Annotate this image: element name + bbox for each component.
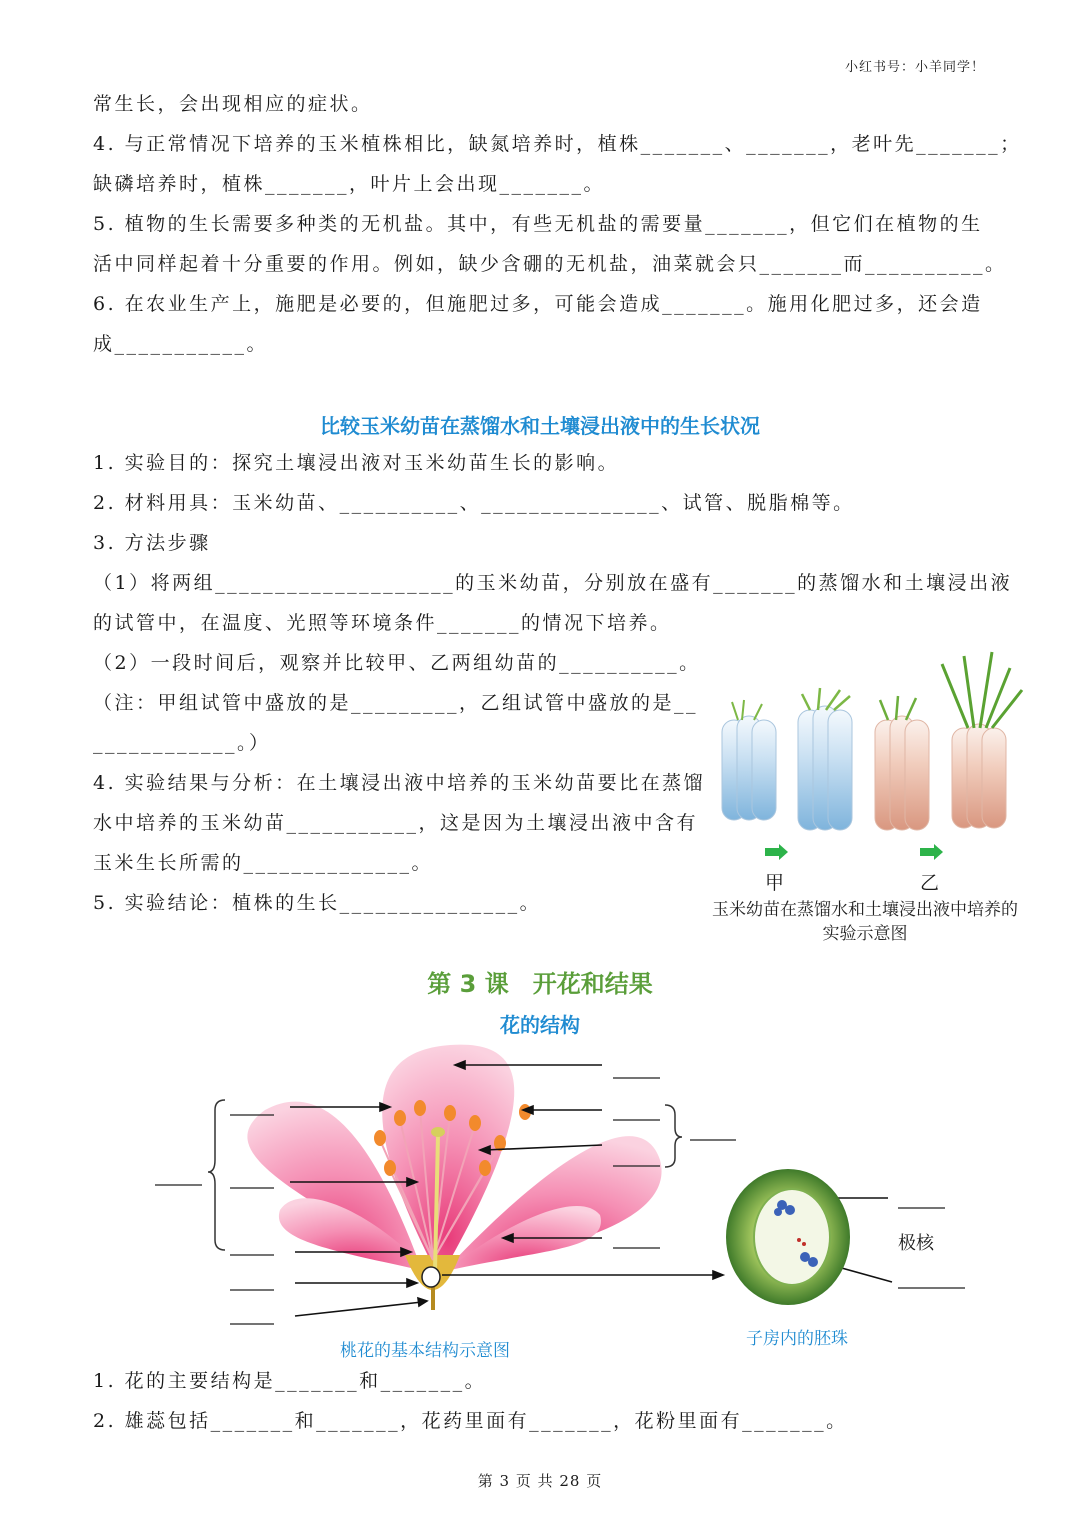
flower-question-2: 2. 雄蕊包括_______和_______，花药里面有_______，花粉里面有_______。 xyxy=(93,1410,848,1432)
bracket-left xyxy=(208,1100,225,1250)
experiment-figure-caption-line-2: 实验示意图 xyxy=(822,924,908,944)
question-6-line-2: 成___________。 xyxy=(93,333,269,355)
experiment-note-line-1: （注：甲组试管中盛放的是_________，乙组试管中盛放的是__ xyxy=(93,692,699,714)
test-tubes-group-2 xyxy=(798,688,852,830)
experiment-step-2: （2）一段时间后，观察并比较甲、乙两组幼苗的__________。 xyxy=(93,652,701,674)
group-jia-label: 甲 xyxy=(765,872,785,894)
experiment-result-line-2: 水中培养的玉米幼苗___________，这是因为土壤浸出液中含有 xyxy=(93,812,699,834)
subsection-title: 花的结构 xyxy=(500,1013,580,1037)
experiment-step-1-line-2: 的试管中，在温度、光照等环境条件_______的情况下培养。 xyxy=(93,612,672,634)
experiment-steps-heading: 3. 方法步骤 xyxy=(93,532,211,554)
flower-structure-diagram xyxy=(150,1040,980,1340)
arrow-icon-left xyxy=(765,844,788,860)
question-5-line-2: 活中同样起着十分重要的作用。例如，缺少含硼的无机盐，油菜就会只_______而__________。 xyxy=(93,253,1007,275)
question-6-line-1: 6. 在农业生产上，施肥是必要的，但施肥过多，可能会造成_______。施用化肥过多，还会造 xyxy=(93,293,983,315)
ovule-illustration xyxy=(726,1169,850,1305)
test-tubes-group-3 xyxy=(875,696,929,830)
experiment-step-1-line-1: （1）将两组____________________的玉米幼苗，分别放在盛有_______的蒸馏水和土壤浸出液 xyxy=(93,572,1013,594)
group-yi-label: 乙 xyxy=(920,872,940,894)
experiment-result-line-3: 玉米生长所需的______________。 xyxy=(93,852,434,874)
section-title: 比较玉米幼苗在蒸馏水和土壤浸出液中的生长状况 xyxy=(320,414,760,438)
test-tube-illustration xyxy=(710,650,1030,890)
arrow-icon-right xyxy=(920,844,943,860)
bracket-right xyxy=(665,1105,682,1167)
test-tubes-group-1 xyxy=(722,700,776,820)
lesson-title: 第 3 课 开花和结果 xyxy=(427,970,653,998)
page-footer: 第 3 页 共 28 页 xyxy=(477,1472,603,1490)
experiment-figure-caption-line-1: 玉米幼苗在蒸馏水和土壤浸出液中培养的 xyxy=(712,900,1018,920)
flower-question-1: 1. 花的主要结构是_______和_______。 xyxy=(93,1370,487,1392)
watermark: 小红书号：小羊同学！ xyxy=(844,60,985,75)
ovule-figure-caption: 子房内的胚珠 xyxy=(746,1329,848,1349)
question-4-line-2: 缺磷培养时，植株_______，叶片上会出现_______。 xyxy=(93,173,606,195)
experiment-result-line-1: 4. 实验结果与分析：在土壤浸出液中培养的玉米幼苗要比在蒸馏 xyxy=(93,772,706,794)
flower-petals xyxy=(247,1045,661,1270)
flower-figure-caption: 桃花的基本结构示意图 xyxy=(340,1341,510,1361)
question-5-line-1: 5. 植物的生长需要多种类的无机盐。其中，有些无机盐的需要量_______，但它们在植物的生 xyxy=(93,213,983,235)
experiment-materials: 2. 材料用具：玉米幼苗、__________、_______________、试管、脱脂棉等。 xyxy=(93,492,855,514)
experiment-note-line-2: ____________。） xyxy=(93,732,271,754)
polar-nuclei-label: 极核 xyxy=(898,1233,934,1254)
experiment-purpose: 1. 实验目的：探究土壤浸出液对玉米幼苗生长的影响。 xyxy=(93,452,620,474)
test-tubes-group-4 xyxy=(942,652,1022,828)
text-line: 常生长，会出现相应的症状。 xyxy=(93,93,373,115)
question-4-line-1: 4. 与正常情况下培养的玉米植株相比，缺氮培养时，植株_______、_______，老叶先_______； xyxy=(93,133,1022,155)
experiment-conclusion: 5. 实验结论：植株的生长_______________。 xyxy=(93,892,542,914)
